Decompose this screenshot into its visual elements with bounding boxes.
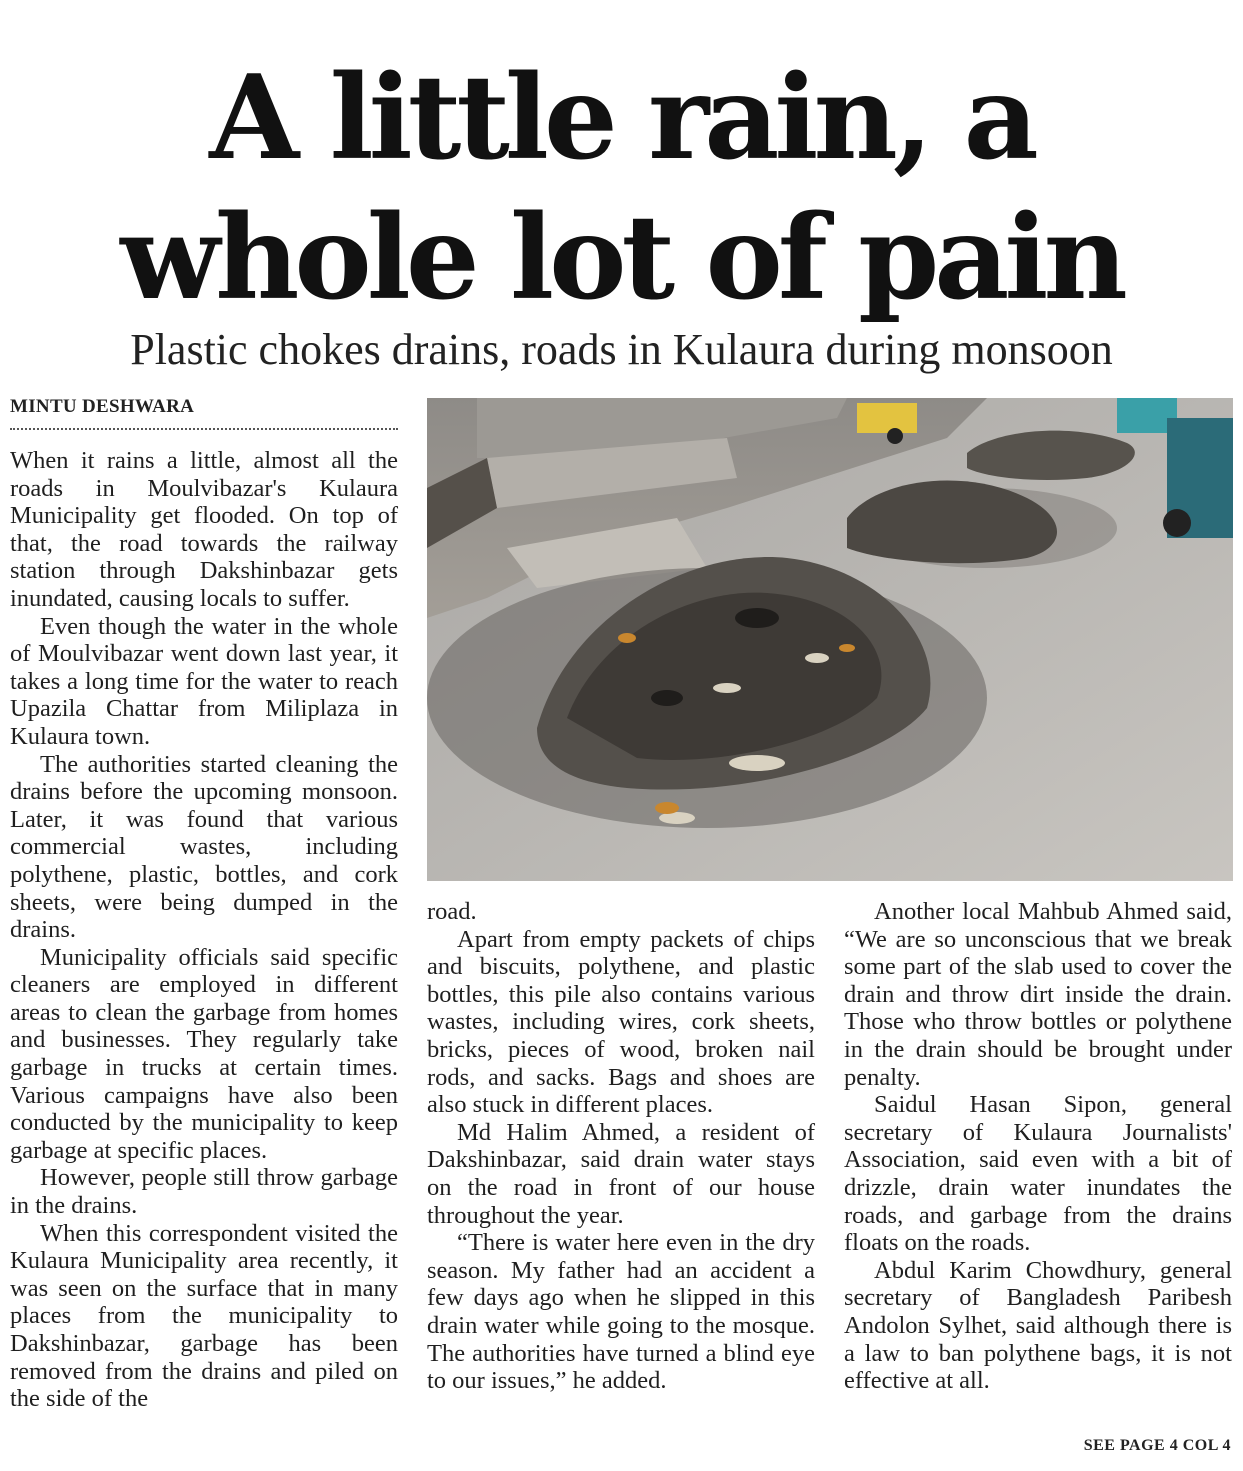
continued-jump-line: SEE PAGE 4 COL 4 [1083, 1437, 1231, 1454]
headline [0, 48, 1243, 328]
article-column-2 [427, 898, 815, 1395]
paragraph: “There is water here even in the dry season. My father had an accident a few days ago when he slipped in this drain water while going to the mosque. The authorities have turned a blind eye to our issues,” he added. [427, 1229, 815, 1395]
headline-line-2: whole lot of pain [120, 190, 1123, 326]
photo-garbage-piles-on-road [427, 398, 1233, 881]
paragraph: Md Halim Ahmed, a resident of Dakshinbazar, said drain water stays on the road in front of our house throughout the year. [427, 1118, 815, 1229]
news-photo [427, 398, 1233, 881]
paragraph: When it rains a little, almost all the roads in Moulvibazar's Kulaura Municipality get flooded. On top of that, the road towards the railway station through Dakshinbazar gets inundated, causing locals to suffer. [10, 447, 398, 612]
paragraph: Apart from empty packets of chips and biscuits, polythene, and plastic bottles, this pile also contains various wastes, including wires, cork sheets, bricks, pieces of wood, broken nail rods, and sacks. Bags and shoes are also stuck in different places. [427, 925, 815, 1119]
paragraph: However, people still throw garbage in the drains. [10, 1164, 398, 1220]
paragraph: Abdul Karim Chowdhury, general secretary of Bangladesh Paribesh Andolon Sylhet, said although there is a law to ban polythene bags, it is not effective at all. [844, 1256, 1232, 1395]
paragraph: When this correspondent visited the Kulaura Municipality area recently, it was seen on the surface that in many places from the municipality to Dakshinbazar, garbage has been removed from the drains and piled on the side of the [10, 1219, 398, 1413]
byline: MINTU DESHWARA [10, 396, 195, 417]
paragraph: Another local Mahbub Ahmed said, “We are so unconscious that we break some part of the slab used to cover the drain and throw dirt inside the drain. Those who throw bottles or polythene in the drain should be brought under penalty. [844, 898, 1232, 1091]
article-column-1 [10, 447, 398, 1413]
paragraph: The authorities started cleaning the drains before the upcoming monsoon. Later, it was found that various commercial wastes, including polythene, plastic, bottles, and cork sheets, were being dumped in the drains. [10, 750, 398, 944]
byline-divider [10, 428, 398, 430]
paragraph: Municipality officials said specific cleaners are employed in different areas to clean the garbage from homes and businesses. They regularly take garbage in trucks at certain times. Various campaigns have also been conducted by the municipality to keep garbage at specific places. [10, 943, 398, 1164]
paragraph: Even though the water in the whole of Moulvibazar went down last year, it takes a long time for the water to reach Upazila Chattar from Miliplaza in Kulaura town. [10, 612, 398, 750]
headline-line-1: A little rain, a [209, 50, 1034, 186]
subheadline: Plastic chokes drains, roads in Kulaura during monsoon [130, 325, 1113, 374]
paragraph: Saidul Hasan Sipon, general secretary of Kulaura Journalists' Association, said even with a bit of drizzle, drain water inundates the roads, and garbage from the drains floats on the roads. [844, 1091, 1232, 1257]
article-column-3 [844, 898, 1232, 1395]
paragraph: road. [427, 898, 477, 925]
